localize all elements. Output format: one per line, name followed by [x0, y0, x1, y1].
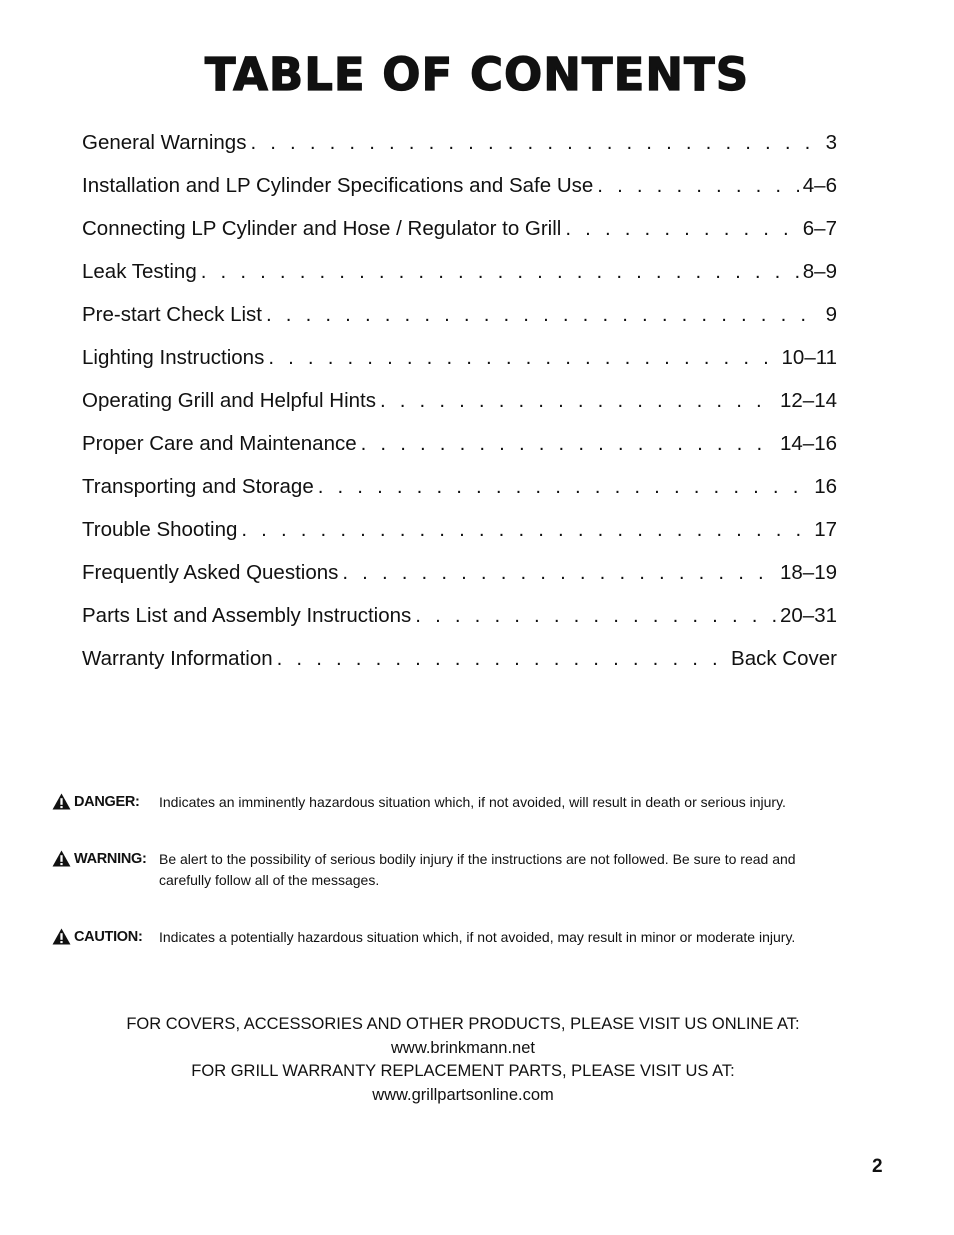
toc-item-page: 20–31: [779, 604, 837, 627]
warning-triangle-icon: [52, 928, 71, 945]
toc-item-page: 8–9: [802, 260, 837, 283]
warning-triangle-icon: [52, 793, 71, 810]
toc-item-label: Warranty Information: [82, 647, 273, 670]
toc-item-page: 3: [825, 131, 837, 154]
toc-dot-leader: [597, 174, 798, 198]
page-title: TABLE OF CONTENTS: [204, 48, 750, 101]
safety-notices: [52, 792, 842, 984]
footer: [0, 1013, 926, 1107]
toc-item-label: General Warnings: [82, 131, 247, 154]
toc-item-page: 17: [814, 518, 837, 541]
toc-item: [82, 389, 837, 432]
toc-item-page: 16: [814, 475, 837, 498]
toc-item: [82, 604, 837, 647]
toc-item: [82, 217, 837, 260]
warning-notice: [52, 849, 842, 891]
toc-dot-leader: [361, 432, 776, 456]
table-of-contents: [82, 131, 837, 690]
toc-item-page: Back Cover: [731, 647, 837, 670]
toc-item-page: 6–7: [802, 217, 837, 240]
toc-item-label: Installation and LP Cylinder Specifications and Safe Use: [82, 174, 594, 197]
toc-item: [82, 131, 837, 174]
toc-item-label: Proper Care and Maintenance: [82, 432, 357, 455]
toc-dot-leader: [415, 604, 776, 628]
toc-item-page: 10–11: [781, 346, 837, 369]
toc-item: [82, 174, 837, 217]
toc-dot-leader: [380, 389, 776, 413]
toc-item: [82, 561, 837, 604]
footer-brinkmann-url[interactable]: www.brinkmann.net: [391, 1038, 535, 1057]
toc-item-label: Pre-start Check List: [82, 303, 262, 326]
caution-label: CAUTION:: [74, 929, 143, 945]
danger-text: Indicates an imminently hazardous situation which, if not avoided, will result in death or serious injury.: [159, 794, 786, 810]
toc-dot-leader: [250, 131, 821, 155]
toc-item: [82, 475, 837, 518]
caution-text: Indicates a potentially hazardous situation which, if not avoided, may result in minor or moderate injury.: [159, 929, 796, 945]
toc-dot-leader: [565, 217, 798, 241]
toc-item-label: Connecting LP Cylinder and Hose / Regulator to Grill: [82, 217, 562, 240]
warning-text: Be alert to the possibility of serious bodily injury if the instructions are not followed. Be sure to read and carefully follow all of the messages.: [159, 851, 796, 888]
toc-item-label: Lighting Instructions: [82, 346, 265, 369]
danger-notice: [52, 792, 842, 813]
toc-item-label: Parts List and Assembly Instructions: [82, 604, 412, 627]
toc-item: [82, 303, 837, 346]
footer-parts-line: FOR GRILL WARRANTY REPLACEMENT PARTS, PLEASE VISIT US AT:: [191, 1062, 735, 1080]
page-number: 2: [872, 1156, 883, 1177]
toc-dot-leader: [201, 260, 799, 284]
toc-dot-leader: [342, 561, 776, 585]
danger-label: DANGER:: [74, 794, 140, 810]
caution-notice: [52, 927, 842, 948]
warning-tag: [52, 849, 159, 891]
toc-item-label: Transporting and Storage: [82, 475, 314, 498]
warning-triangle-icon: [52, 850, 71, 867]
toc-item: [82, 346, 837, 389]
toc-item-label: Leak Testing: [82, 260, 197, 283]
toc-dot-leader: [241, 518, 810, 542]
footer-grillparts-url[interactable]: www.grillpartsonline.com: [372, 1085, 554, 1104]
toc-dot-leader: [266, 303, 822, 327]
danger-tag: [52, 792, 159, 813]
toc-dot-leader: [318, 475, 810, 499]
toc-item: [82, 260, 837, 303]
toc-item-label: Operating Grill and Helpful Hints: [82, 389, 376, 412]
toc-item-page: 12–14: [779, 389, 837, 412]
warning-label: WARNING:: [74, 851, 147, 867]
toc-dot-leader: [277, 647, 727, 671]
toc-item-page: 14–16: [779, 432, 837, 455]
toc-item-page: 18–19: [779, 561, 837, 584]
toc-item: [82, 647, 837, 690]
toc-dot-leader: [268, 346, 777, 370]
toc-item-label: Frequently Asked Questions: [82, 561, 339, 584]
toc-item: [82, 518, 837, 561]
toc-item: [82, 432, 837, 475]
caution-tag: [52, 927, 159, 948]
toc-item-page: 4–6: [802, 174, 837, 197]
toc-item-label: Trouble Shooting: [82, 518, 238, 541]
footer-accessories-line: FOR COVERS, ACCESSORIES AND OTHER PRODUCTS, PLEASE VISIT US ONLINE AT:: [126, 1015, 800, 1033]
toc-item-page: 9: [825, 303, 837, 326]
